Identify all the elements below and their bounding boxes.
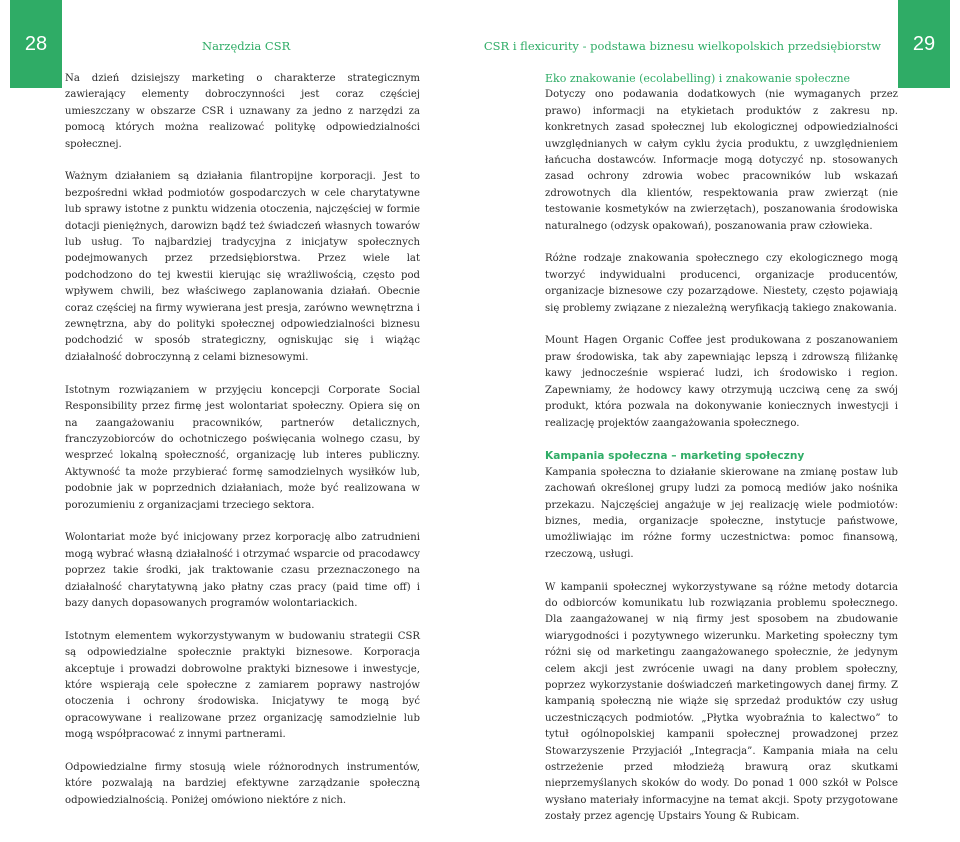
- paragraph: Odpowiedzialne firmy stosują wiele różnorodnych instrumentów, które pozwalają na bardziej efektywne zarządzanie społeczną odpowiedzialnością. Poniżej omówiono niektóre z nich.: [65, 761, 420, 806]
- paragraph: Istotnym elementem wykorzystywanym w budowaniu strategii CSR są odpowiedzialne społecznie praktyki biznesowe. Korporacja akceptuje i prowadzi dobrowolne praktyki biznesowe i inwestycje, które wspierają cele społeczne z zamiarem poprawy nastrojów otoczenia i ochrony środowiska. Inicjatywy te mogą być opracowywane i realizowane przez organizację samodzielnie lub mogą współpracować z innymi partnerami.: [65, 630, 420, 741]
- left-column: [65, 71, 420, 826]
- page-number-right: 29: [898, 0, 950, 88]
- page-number-left: 28: [10, 0, 62, 88]
- running-header-left: Narzędzia CSR: [202, 39, 291, 53]
- paragraph: Istotnym rozwiązaniem w przyjęciu koncepcji Corporate Social Responsibility przez firmę jest wolontariat społeczny. Opiera się on na zaangażowaniu pracowników, partnerów detalicznych, franczyzobiorców do ochotniczego poświęcania wolnego czasu, by wesprzeć lokalną społeczność, organizację lub interes publiczny. Aktywność ta może przybierać formę samodzielnych wysiłków lub, podobnie jak w poprzednich działaniach, może być realizowana w porozumieniu z organizacjami trzeciego sektora.: [65, 384, 420, 511]
- paragraph: Ważnym działaniem są działania filantropijne korporacji. Jest to bezpośredni wkład podmiotów gospodarczych w cele charytatywne lub sprawy istotne z punktu widzenia otoczenia, najczęściej w formie dotacji pieniężnych, darowizn bądź też świadczeń własnych towarów lub usług. To najbardziej tradycyjna z inicjatyw społecznych podejmowanych przez przedsiębiorstwa. Przez wiele lat podchodzono do tej kwestii kierując się wrażliwością, często pod wpływem chwili, bez właściwego zaplanowania działań. Obecnie coraz częściej na firmy wywierana jest presja, zarówno wewnętrzna i zewnętrzna, aby do polityki społecznej odpowiedzialności biznesu podchodzić w sposób strategiczny, ogniskując się i wiążąc działalność dobroczynną z celami biznesowymi.: [65, 171, 420, 363]
- right-column: [545, 71, 898, 842]
- paragraph: Wolontariat może być inicjowany przez korporację albo zatrudnieni mogą wybrać własną działalność i otrzymać wsparcie od pracodawcy poprzez takie środki, jak traktowanie czasu przeznaczonego na działalność charytatywną jako płatny czas pracy (paid time off) i bazy danych dopasowanych programów wolontariackich.: [65, 532, 420, 609]
- paragraph: Dotyczy ono podawania dodatkowych (nie wymaganych przez prawo) informacji na etykietach produktów z zakresu np. konkretnych zasad społecznej lub ekologicznej odpowiedzialności uwzględnianych w całym cyklu życia produktu, z uwzględnieniem łańcucha dostawców. Informacje mogą dotyczyć np. stosowanych zasad ochrony zdrowia wobec pracowników lub wskazań zdrowotnych dla klientów, respektowania praw zwierząt (nie testowanie kosmetyków na zwierzętach), poszanowania środowiska naturalnego (odzysk opakowań), poszanowania praw człowieka.: [545, 89, 898, 232]
- paragraph: Kampania społeczna to działanie skierowane na zmianę postaw lub zachowań określonej grupy ludzi za pomocą mediów jako nośnika przekazu. Najczęściej angażuje w jej realizację wiele podmiotów: biznes, media, organizacje społeczne, instytucje państwowe, umożliwiając im różne formy uczestnictwa: pomoc finansową, rzeczową, usługi.: [545, 466, 898, 560]
- paragraph: Na dzień dzisiejszy marketing o charakterze strategicznym zawierający elementy dobroczynności jest coraz częściej umieszczany w obszarze CSR i uznawany za jedno z narzędzi za pomocą których można realizować politykę odpowiedzialności społecznej.: [65, 73, 420, 150]
- paragraph: W kampanii społecznej wykorzystywane są różne metody dotarcia do odbiorców komunikatu lub rozwiązania problemu społecznego. Dla zaangażowanej w nią firmy jest sposobem na zbudowanie wiarygodności i pozytywnego wizerunku. Marketing społeczny tym różni się od marketingu zaangażowanego społecznie, że jedynym celem akcji jest zwrócenie uwagi na dany problem społeczny, poprzez wykorzystanie doświadczeń marketingowych danej firmy. Z kampanią społeczną nie wiąże się sprzedaż produktów czy usług uczestniczących podmiotów. „Płytka wyobraźnia to kalectwo” to tytuł ogólnopolskiej kampanii społecznej prowadzonej przez Stowarzyszenie Przyjaciół „Integracja”. Kampania miała na celu ostrzeżenie przed młodzieżą brawurą oraz skutkami nieprzemyślanych skoków do wody. Do ponad 1 000 szkół w Polsce wysłano materiały informacyjne na temat akcji. Spoty przygotowane zostały przez agencję Upstairs Young & Rubicam.: [545, 581, 898, 823]
- paragraph: Mount Hagen Organic Coffee jest produkowana z poszanowaniem praw środowiska, tak aby zapewniając lepszą i zdrowszą filiżankę kawy jednocześnie wspierać ludzi, ich środowisko i region. Zapewniamy, że hodowcy kawy otrzymują uczciwą cenę za swój produkt, która pozwala na dokonywanie koniecznych inwestycji i realizację projektów zaangażowania społecznego.: [545, 335, 898, 429]
- running-header-right: CSR i flexicurity - podstawa biznesu wielkopolskich przedsiębiorstw: [483, 39, 881, 53]
- paragraph: Różne rodzaje znakowania społecznego czy ekologicznego mogą tworzyć indywidualni producenci, organizacje producentów, organizacje biznesowe czy pozarządowe. Niestety, często pojawiają się problemy związane z niezależną weryfikacją takiego znakowania.: [545, 253, 898, 314]
- section-heading: Eko znakowanie (ecolabelling) i znakowanie społeczne: [545, 72, 851, 85]
- section-heading: Kampania społeczna – marketing społeczny: [545, 450, 805, 463]
